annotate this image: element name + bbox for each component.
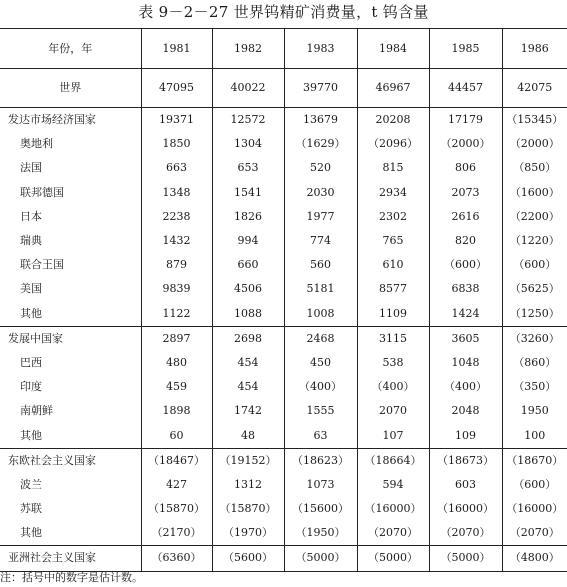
cell-value: 1977 <box>284 205 357 229</box>
cell-value: （1220） <box>509 234 560 248</box>
cell-value: 1898 <box>141 399 212 423</box>
cell-value: 660 <box>212 253 284 277</box>
cell-value: 109 <box>429 423 502 448</box>
cell-value: 19371 <box>141 108 212 133</box>
cell-value: （5625） <box>509 282 560 296</box>
header-year: 1982 <box>212 29 284 69</box>
table-row <box>0 497 567 521</box>
row-label: 南朝鲜 <box>0 399 141 423</box>
cell-value: 879 <box>141 253 212 277</box>
cell-value: 44457 <box>429 69 502 108</box>
cell-value: 480 <box>141 351 212 375</box>
cell-value: 39770 <box>284 69 357 108</box>
cell-value: 994 <box>212 229 284 253</box>
cell-value: 1541 <box>212 181 284 205</box>
cell-value: （2070） <box>429 521 502 546</box>
cell-value: 60 <box>141 423 212 448</box>
cell-value: （400） <box>357 375 429 399</box>
cell-value: 1304 <box>212 132 284 156</box>
cell-value: 48 <box>212 423 284 448</box>
cell-value: 1312 <box>212 473 284 497</box>
cell-value: 2030 <box>284 181 357 205</box>
row-label: 美国 <box>0 277 141 301</box>
header-label: 年份，年 <box>0 29 141 69</box>
cell-value: 2238 <box>141 205 212 229</box>
cell-value: 107 <box>357 423 429 448</box>
cell-value: 450 <box>284 351 357 375</box>
cell-value: （600） <box>513 477 557 491</box>
header-row <box>0 29 567 69</box>
cell-value: 20208 <box>357 108 429 133</box>
cell-value: 454 <box>212 375 284 399</box>
cell-value: （16000） <box>357 497 429 521</box>
header-year: 1981 <box>141 29 212 69</box>
header-year: 1983 <box>284 29 357 69</box>
cell-value: 774 <box>284 229 357 253</box>
cell-value: 1742 <box>212 399 284 423</box>
cell-value: （5600） <box>212 546 284 571</box>
cell-value: （5000） <box>429 546 502 571</box>
row-label: 其他 <box>0 423 141 448</box>
table-row <box>0 423 567 448</box>
table-row <box>0 132 567 156</box>
row-label: 奥地利 <box>0 132 141 156</box>
cell-value: 1555 <box>284 399 357 423</box>
row-label: 东欧社会主义国家 <box>0 448 141 473</box>
cell-value: 1432 <box>141 229 212 253</box>
cell-value: 820 <box>429 229 502 253</box>
row-label: 其他 <box>0 521 141 546</box>
cell-value: （400） <box>284 375 357 399</box>
cell-value: 1850 <box>141 132 212 156</box>
cell-value: 663 <box>141 156 212 180</box>
cell-value: 2698 <box>212 326 284 351</box>
row-label: 其他 <box>0 302 141 327</box>
row-label: 亚洲社会主义国家 <box>0 546 141 571</box>
row-label: 波兰 <box>0 473 141 497</box>
cell-value: （3260） <box>509 331 560 345</box>
cell-value: （5000） <box>357 546 429 571</box>
cell-value: （600） <box>429 253 502 277</box>
cell-value: 2048 <box>429 399 502 423</box>
cell-value: 8577 <box>357 277 429 301</box>
cell-value: （18664） <box>357 448 429 473</box>
cell-value: （6360） <box>141 546 212 571</box>
cell-value: 1008 <box>284 302 357 327</box>
cell-value: （400） <box>429 375 502 399</box>
cell-value: （18623） <box>284 448 357 473</box>
table-row <box>0 375 567 399</box>
cell-value: （2170） <box>141 521 212 546</box>
header-year: 1984 <box>357 29 429 69</box>
cell-value: 603 <box>429 473 502 497</box>
cell-value: （19152） <box>212 448 284 473</box>
cell-value: 6838 <box>429 277 502 301</box>
cell-value: 1109 <box>357 302 429 327</box>
cell-value: 100 <box>502 423 567 448</box>
cell-value: 2468 <box>284 326 357 351</box>
cell-value: （600） <box>513 258 557 272</box>
cell-value: 653 <box>212 156 284 180</box>
table-row <box>0 156 567 180</box>
consumption-table <box>0 28 567 572</box>
table-row <box>0 205 567 229</box>
cell-value: （2000） <box>429 132 502 156</box>
cell-value: 63 <box>284 423 357 448</box>
row-label: 世界 <box>0 69 141 108</box>
cell-value: 2073 <box>429 181 502 205</box>
cell-value: （2096） <box>357 132 429 156</box>
table-title: 表 9－2－27 世界钨精矿消费量，t 钨含量 <box>138 3 429 21</box>
cell-value: 13679 <box>284 108 357 133</box>
cell-value: 47095 <box>141 69 212 108</box>
cell-value: （15600） <box>284 497 357 521</box>
table-row <box>0 277 567 301</box>
table-row <box>0 521 567 546</box>
cell-value: 454 <box>212 351 284 375</box>
cell-value: 4506 <box>212 277 284 301</box>
table-row <box>0 69 567 108</box>
cell-value: （15870） <box>212 497 284 521</box>
table-row <box>0 448 567 473</box>
cell-value: 560 <box>284 253 357 277</box>
cell-value: （2070） <box>357 521 429 546</box>
header-year: 1985 <box>429 29 502 69</box>
cell-value: （16000） <box>429 497 502 521</box>
cell-value: 1950 <box>520 404 549 418</box>
cell-value: （4800） <box>502 546 567 571</box>
cell-value: （1970） <box>212 521 284 546</box>
cell-value: （16000） <box>506 502 564 516</box>
cell-value: （1600） <box>509 185 560 199</box>
row-label: 苏联 <box>0 497 141 521</box>
row-label: 巴西 <box>0 351 141 375</box>
cell-value: （1950） <box>284 521 357 546</box>
cell-value: 1048 <box>429 351 502 375</box>
cell-value: 1073 <box>284 473 357 497</box>
cell-value: （5000） <box>284 546 357 571</box>
cell-value: 1826 <box>212 205 284 229</box>
cell-value: （15345） <box>506 113 564 127</box>
cell-value: （350） <box>513 380 557 394</box>
cell-value: （850） <box>513 161 557 175</box>
cell-value: 2302 <box>357 205 429 229</box>
cell-value: 46967 <box>357 69 429 108</box>
cell-value: （2000） <box>509 137 560 151</box>
cell-value: 1122 <box>141 302 212 327</box>
table-row <box>0 229 567 253</box>
cell-value: 5181 <box>284 277 357 301</box>
cell-value: （2070） <box>502 521 567 546</box>
cell-value: 2616 <box>429 205 502 229</box>
table-row <box>0 351 567 375</box>
row-label: 印度 <box>0 375 141 399</box>
cell-value: （18467） <box>141 448 212 473</box>
table-row <box>0 399 567 423</box>
header-year: 1986 <box>502 29 567 69</box>
cell-value: （1250） <box>502 302 567 327</box>
cell-value: 2934 <box>357 181 429 205</box>
cell-value: 610 <box>357 253 429 277</box>
table-row <box>0 302 567 327</box>
table-row <box>0 326 567 351</box>
table-row <box>0 108 567 133</box>
footnote: 注：括号中的数字是估计数。 <box>0 571 143 584</box>
cell-value: 1348 <box>141 181 212 205</box>
cell-value: 40022 <box>212 69 284 108</box>
cell-value: 17179 <box>429 108 502 133</box>
cell-value: 2897 <box>141 326 212 351</box>
row-label: 联合王国 <box>0 253 141 277</box>
cell-value: 1088 <box>212 302 284 327</box>
cell-value: （2200） <box>509 209 560 223</box>
row-label: 发展中国家 <box>0 326 141 351</box>
cell-value: 3115 <box>357 326 429 351</box>
cell-value: （18670） <box>506 453 564 467</box>
row-label: 发达市场经济国家 <box>0 108 141 133</box>
cell-value: 12572 <box>212 108 284 133</box>
cell-value: 594 <box>357 473 429 497</box>
cell-value: 815 <box>357 156 429 180</box>
cell-value: 1424 <box>429 302 502 327</box>
cell-value: （1629） <box>284 132 357 156</box>
cell-value: 520 <box>284 156 357 180</box>
cell-value: 459 <box>141 375 212 399</box>
table-row <box>0 546 567 571</box>
cell-value: 538 <box>357 351 429 375</box>
row-label: 法国 <box>0 156 141 180</box>
cell-value: （18673） <box>429 448 502 473</box>
row-label: 联邦德国 <box>0 181 141 205</box>
row-label: 瑞典 <box>0 229 141 253</box>
cell-value: （860） <box>513 355 557 369</box>
cell-value: 427 <box>141 473 212 497</box>
cell-value: 806 <box>429 156 502 180</box>
cell-value: 42075 <box>502 69 567 108</box>
table-row <box>0 181 567 205</box>
table-row <box>0 473 567 497</box>
table-row <box>0 253 567 277</box>
cell-value: 9839 <box>141 277 212 301</box>
cell-value: 2070 <box>357 399 429 423</box>
cell-value: 765 <box>357 229 429 253</box>
cell-value: （15870） <box>141 497 212 521</box>
cell-value: 3605 <box>429 326 502 351</box>
row-label: 日本 <box>0 205 141 229</box>
